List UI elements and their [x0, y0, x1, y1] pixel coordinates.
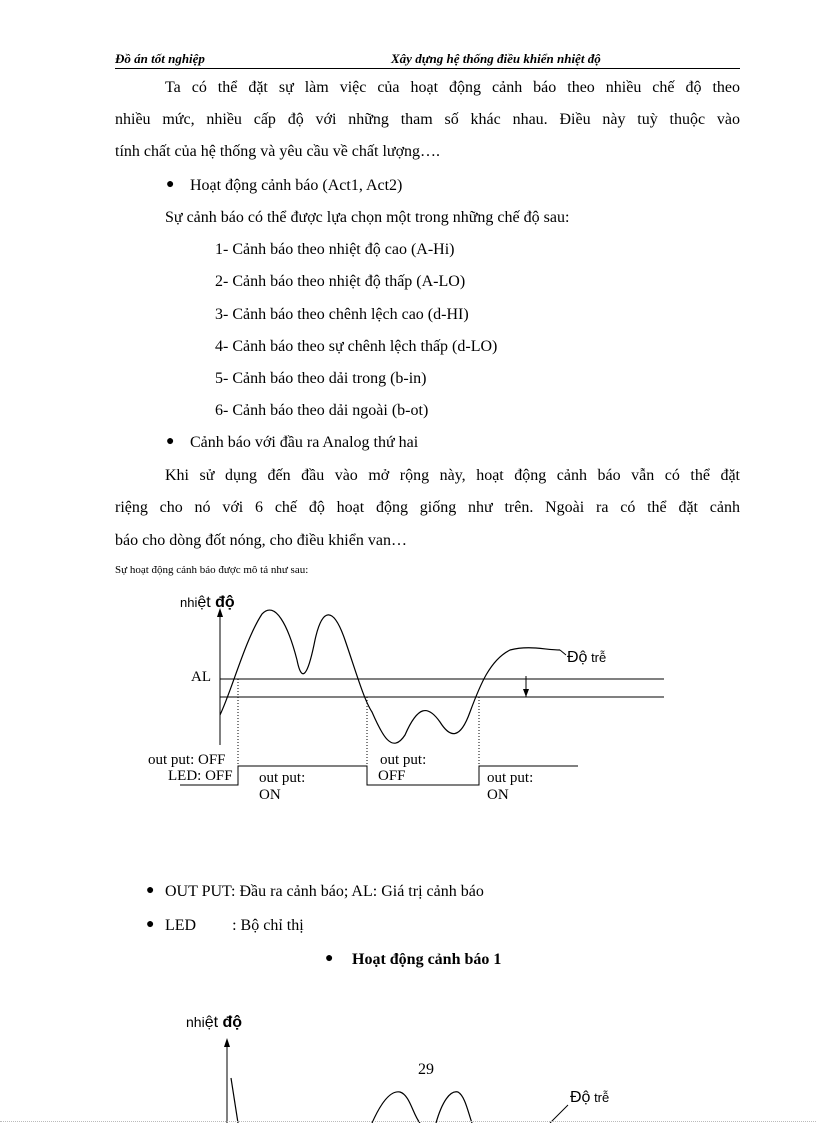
- para2-line-1: Khi sử dụng đến đầu vào mở rộng này, hoạt động cảnh báo vẫn có thể đặt: [165, 467, 740, 484]
- bullet-dot: ●: [166, 434, 175, 449]
- output-on-label-b: ON: [259, 787, 281, 803]
- curve-start-2: [231, 1078, 238, 1123]
- select-mode-line: Sự cảnh báo có thể được lựa chọn một trong những chế độ sau:: [165, 209, 570, 226]
- output-off2-label-b: OFF: [378, 768, 406, 784]
- para2-line-2: riệng cho nó với 6 chế độ hoạt động giống như trên. Ngoài ra có thể đặt cảnh: [115, 499, 740, 516]
- intro-line-3: tính chất của hệ thống và yêu cầu về chất lượng….: [115, 143, 441, 160]
- mode-item: 3- Cảnh báo theo chênh lệch cao (d-HI): [215, 306, 469, 323]
- legend-led: LED : Bộ chỉ thị: [165, 917, 304, 934]
- led-off-label: LED: OFF: [168, 768, 233, 784]
- output-off2-label-a: out put:: [380, 752, 427, 768]
- para2-line-3: báo cho dòng đốt nóng, cho điều khiển van…: [115, 532, 407, 549]
- bullet-analog: Cảnh báo với đầu ra Analog thứ hai: [190, 434, 419, 451]
- mode-item: 6- Cảnh báo theo dải ngoài (b-ot): [215, 402, 429, 419]
- output-on2-label-a: out put:: [487, 770, 534, 786]
- mode-item: 2- Cảnh báo theo nhiệt độ thấp (A-LO): [215, 273, 466, 290]
- header-right: Xây dựng hệ thống điều khiển nhiệt độ: [391, 51, 601, 66]
- intro-line-2: nhiều mức, nhiều cấp độ với những tham số khác nhau. Điều này tuỳ thuộc vào: [115, 111, 740, 128]
- bullet-act: Hoạt động cảnh báo (Act1, Act2): [190, 177, 403, 194]
- curve-peak-2b: [436, 1092, 472, 1123]
- bullet-dot: ●: [166, 177, 175, 192]
- mode-item: 1- Cảnh báo theo nhiệt độ cao (A-Hi): [215, 241, 455, 258]
- mode-item: 4- Cảnh báo theo sự chênh lệch thấp (d-LO): [215, 338, 498, 355]
- bullet-dot: ●: [146, 883, 155, 898]
- header-left: Đồ án tốt nghiệp: [115, 51, 205, 66]
- output-on-label-a: out put:: [259, 770, 306, 786]
- bullet-dot: ●: [325, 951, 334, 966]
- mode-item: 5- Cảnh báo theo dải trong (b-in): [215, 370, 427, 387]
- bullet-dot: ●: [146, 917, 155, 932]
- legend-output: OUT PUT: Đầu ra cảnh báo; AL: Giá trị cảnh báo: [165, 883, 484, 900]
- curve-peak-2a: [372, 1092, 420, 1123]
- y-axis-label: nhiệt độ: [180, 594, 235, 611]
- hysteresis-arrowhead: [523, 689, 529, 697]
- section-title: Hoạt động cảnh báo 1: [352, 951, 502, 968]
- hysteresis-leader: [560, 650, 566, 655]
- hysteresis-label: Độ trễ: [567, 649, 607, 666]
- output-off-label: out put: OFF: [148, 752, 226, 768]
- figure-caption: Sự hoạt động cảnh báo được mô tả như sau:: [115, 564, 309, 576]
- page-number: 29: [418, 1061, 434, 1078]
- y-axis-label-2: nhiệt độ: [186, 1014, 243, 1031]
- hysteresis-label-2: Độ trễ: [570, 1089, 610, 1106]
- page-bottom-edge: [0, 1121, 816, 1122]
- output-on2-label-b: ON: [487, 787, 509, 803]
- alarm-diagram-2: [0, 1000, 816, 1123]
- temperature-curve: [220, 610, 560, 743]
- al-label: AL: [191, 669, 211, 685]
- intro-line-1: Ta có thể đặt sự làm việc của hoạt động cảnh báo theo nhiều chế độ theo: [165, 79, 740, 96]
- y-axis-arrow-2: [224, 1038, 230, 1047]
